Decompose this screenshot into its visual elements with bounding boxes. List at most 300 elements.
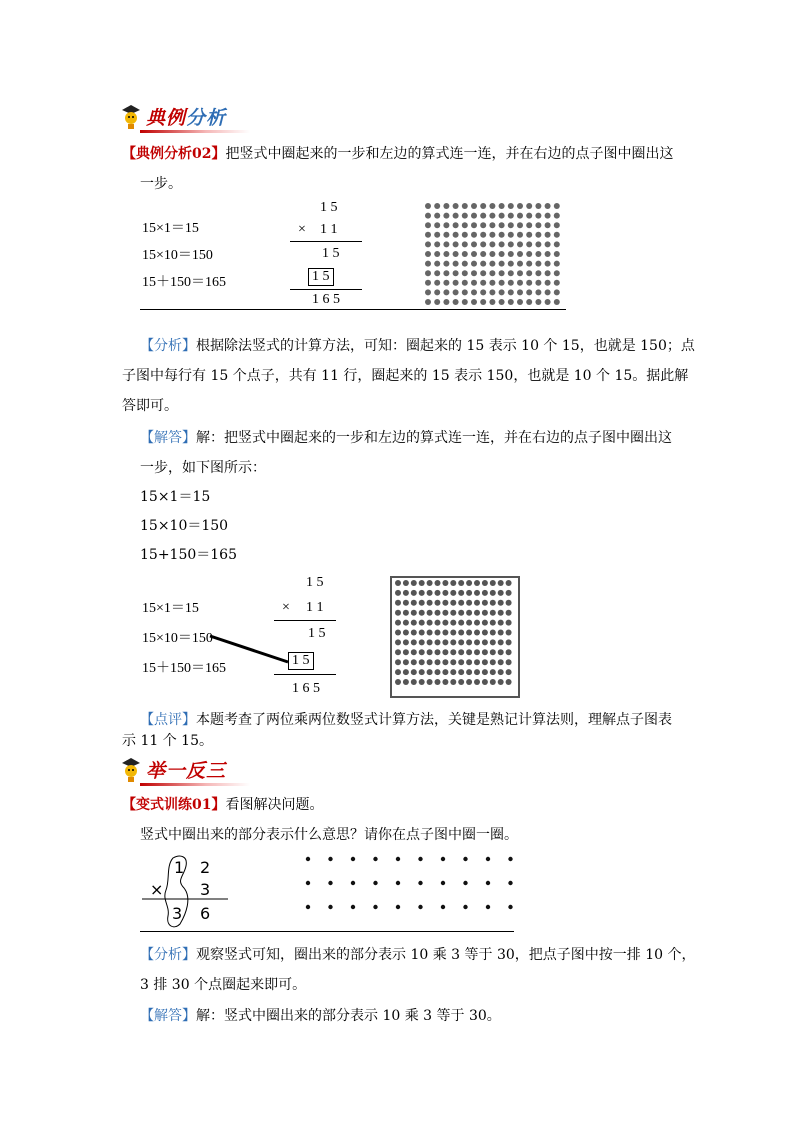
dot xyxy=(506,630,512,636)
times-sign: × xyxy=(298,222,306,237)
dot xyxy=(395,610,401,616)
dot xyxy=(506,659,512,665)
fig2-equation-2: 15×10＝150 xyxy=(142,631,213,646)
dot xyxy=(526,222,532,228)
dot xyxy=(434,280,440,286)
dot xyxy=(490,580,496,586)
dot xyxy=(411,580,417,586)
dot xyxy=(425,270,431,276)
dot xyxy=(508,222,514,228)
dot xyxy=(490,590,496,596)
dot xyxy=(419,679,425,685)
dot xyxy=(471,289,477,295)
dot xyxy=(411,679,417,685)
analysis-line2: 子图中每行有 15 个点子，共有 11 行，圈起来的 15 表示 150，也就是 10 个 15。据此解 xyxy=(122,368,689,384)
dot xyxy=(466,600,472,606)
section-underline-practice xyxy=(140,783,250,786)
comment-line1: 【点评】本题考查了两位乘两位数竖式计算方法，关键是熟记计算法则，理解点子图表 xyxy=(140,712,672,728)
dot xyxy=(517,299,523,305)
dot xyxy=(474,600,480,606)
dot xyxy=(427,600,433,606)
dot xyxy=(441,857,445,861)
answer-eq-1: 15×1＝15 xyxy=(140,489,211,505)
dot xyxy=(506,620,512,626)
dot xyxy=(499,203,505,209)
practice-answer-line1: 【解答】解：竖式中圈出来的部分表示 10 乘 3 等于 30。 xyxy=(140,1008,501,1024)
dot xyxy=(411,620,417,626)
dot xyxy=(490,620,496,626)
dot xyxy=(498,610,504,616)
dot xyxy=(482,659,488,665)
dot xyxy=(545,270,551,276)
dot xyxy=(554,232,560,238)
dot xyxy=(517,280,523,286)
dot xyxy=(395,600,401,606)
dot xyxy=(526,232,532,238)
dot xyxy=(506,600,512,606)
dot xyxy=(458,649,464,655)
dot xyxy=(482,580,488,586)
dot xyxy=(442,610,448,616)
dot xyxy=(427,610,433,616)
fig2-vertical-sum: 1 6 5 xyxy=(292,681,320,696)
dot xyxy=(427,590,433,596)
dot xyxy=(427,679,433,685)
dot xyxy=(480,222,486,228)
dot xyxy=(434,270,440,276)
dot xyxy=(458,630,464,636)
dot xyxy=(450,580,456,586)
dot xyxy=(517,232,523,238)
dot xyxy=(411,669,417,675)
dot xyxy=(466,649,472,655)
dot xyxy=(489,261,495,267)
fig2-partial-1: 1 5 xyxy=(308,626,326,641)
dot xyxy=(517,289,523,295)
dot xyxy=(458,600,464,606)
dot xyxy=(450,649,456,655)
dot xyxy=(411,659,417,665)
dot xyxy=(482,649,488,655)
equation-3: 15＋150＝165 xyxy=(142,275,226,290)
dot xyxy=(462,299,468,305)
teacher-mascot-icon xyxy=(120,757,142,783)
dot xyxy=(306,905,310,909)
dot xyxy=(466,620,472,626)
dot xyxy=(425,213,431,219)
dot xyxy=(443,241,449,247)
vertical-multiplier: 1 1 xyxy=(320,222,338,237)
section-title-practice: 举一反三 xyxy=(146,760,227,782)
dot xyxy=(489,299,495,305)
dot xyxy=(443,261,449,267)
dot xyxy=(435,649,441,655)
dot xyxy=(554,299,560,305)
dot xyxy=(499,213,505,219)
fig2-times-sign: × xyxy=(282,600,290,615)
dot xyxy=(458,580,464,586)
dot xyxy=(419,610,425,616)
dot xyxy=(395,580,401,586)
dot xyxy=(434,261,440,267)
dot xyxy=(508,251,514,257)
dot xyxy=(403,590,409,596)
dot xyxy=(462,213,468,219)
dot xyxy=(458,590,464,596)
dot xyxy=(373,857,377,861)
dot xyxy=(453,280,459,286)
dot xyxy=(434,251,440,257)
dot xyxy=(442,580,448,586)
dot xyxy=(443,270,449,276)
dot xyxy=(425,241,431,247)
dot xyxy=(442,590,448,596)
dot xyxy=(373,905,377,909)
dot xyxy=(466,659,472,665)
dot xyxy=(453,222,459,228)
dot xyxy=(403,630,409,636)
dot xyxy=(463,881,467,885)
practice-question: 【变式训练01】看图解决问题。 xyxy=(122,797,324,813)
dot xyxy=(443,213,449,219)
dot xyxy=(463,857,467,861)
dot xyxy=(498,639,504,645)
comment-line2: 示 11 个 15。 xyxy=(122,733,213,749)
dot xyxy=(482,669,488,675)
dot xyxy=(462,241,468,247)
dot xyxy=(506,669,512,675)
dot xyxy=(458,610,464,616)
section-title: 典例分析 xyxy=(146,107,227,129)
dot xyxy=(328,857,332,861)
dot xyxy=(442,630,448,636)
dot xyxy=(482,600,488,606)
dot xyxy=(453,261,459,267)
dot xyxy=(427,580,433,586)
dot xyxy=(508,905,512,909)
dot xyxy=(396,905,400,909)
dot xyxy=(425,222,431,228)
dot xyxy=(427,620,433,626)
dot xyxy=(489,222,495,228)
dot xyxy=(443,289,449,295)
example-question-line1: 【典例分析02】把竖式中圈起来的一步和左边的算式连一连，并在右边的点子图中圈出这 xyxy=(122,146,674,162)
dot xyxy=(554,222,560,228)
dot xyxy=(395,639,401,645)
dot xyxy=(508,203,514,209)
dot xyxy=(526,213,532,219)
dot xyxy=(471,222,477,228)
dot xyxy=(443,280,449,286)
dot xyxy=(499,289,505,295)
dot xyxy=(480,232,486,238)
dot xyxy=(498,649,504,655)
dot xyxy=(480,241,486,247)
dot xyxy=(442,669,448,675)
dot xyxy=(526,251,532,257)
dot xyxy=(506,679,512,685)
dot xyxy=(450,669,456,675)
dot xyxy=(351,881,355,885)
dot xyxy=(498,620,504,626)
vertical-top: 1 5 xyxy=(320,200,338,215)
dot xyxy=(328,905,332,909)
dot xyxy=(419,649,425,655)
dot xyxy=(545,261,551,267)
dot xyxy=(517,251,523,257)
dot xyxy=(545,251,551,257)
dot xyxy=(419,659,425,665)
dot xyxy=(425,289,431,295)
dot xyxy=(489,232,495,238)
dot xyxy=(351,857,355,861)
dot xyxy=(490,679,496,685)
dot xyxy=(506,590,512,596)
calc-r1-1: 1 xyxy=(174,858,185,877)
dot xyxy=(466,580,472,586)
dot xyxy=(466,590,472,596)
dot xyxy=(474,639,480,645)
dot xyxy=(498,659,504,665)
dot xyxy=(403,610,409,616)
dot xyxy=(443,232,449,238)
dot xyxy=(466,639,472,645)
dot xyxy=(471,251,477,257)
dot xyxy=(554,270,560,276)
dot xyxy=(411,600,417,606)
dot xyxy=(489,270,495,276)
equation-2: 15×10＝150 xyxy=(142,248,213,263)
dot xyxy=(517,203,523,209)
dot xyxy=(425,232,431,238)
dot xyxy=(425,261,431,267)
dot xyxy=(434,299,440,305)
dot xyxy=(499,270,505,276)
dot xyxy=(442,649,448,655)
dot xyxy=(443,251,449,257)
dot xyxy=(471,241,477,247)
dot xyxy=(328,881,332,885)
dot xyxy=(489,241,495,247)
analysis-line3: 答即可。 xyxy=(122,398,178,414)
dot xyxy=(508,299,514,305)
dot xyxy=(411,649,417,655)
section-underline xyxy=(140,130,250,133)
dot xyxy=(499,299,505,305)
dot xyxy=(545,289,551,295)
dot xyxy=(458,639,464,645)
dot xyxy=(474,649,480,655)
dot xyxy=(554,289,560,295)
dot xyxy=(545,213,551,219)
dot xyxy=(486,881,490,885)
dot xyxy=(419,590,425,596)
dot xyxy=(442,600,448,606)
dot xyxy=(396,857,400,861)
dot xyxy=(499,261,505,267)
dot xyxy=(474,620,480,626)
dot xyxy=(489,213,495,219)
dot xyxy=(458,679,464,685)
dot xyxy=(462,270,468,276)
dot xyxy=(498,590,504,596)
practice-sub-question: 竖式中圈出来的部分表示什么意思？请你在点子图中圈一圈。 xyxy=(140,827,518,843)
dot xyxy=(373,881,377,885)
dot xyxy=(474,590,480,596)
dot xyxy=(498,600,504,606)
dot xyxy=(435,590,441,596)
dot xyxy=(411,590,417,596)
dot xyxy=(450,630,456,636)
dot xyxy=(526,289,532,295)
dot xyxy=(508,261,514,267)
dot xyxy=(526,270,532,276)
dot xyxy=(435,580,441,586)
answer-line1: 【解答】解：把竖式中圈起来的一步和左边的算式连一连，并在右边的点子图中圈出这 xyxy=(140,430,672,446)
dot xyxy=(453,289,459,295)
dot xyxy=(508,213,514,219)
dot xyxy=(403,639,409,645)
dot xyxy=(395,659,401,665)
dot xyxy=(535,289,541,295)
calc-r2: 3 xyxy=(200,880,211,899)
dot xyxy=(471,280,477,286)
dot xyxy=(450,659,456,665)
dot xyxy=(403,600,409,606)
dot xyxy=(526,261,532,267)
dot xyxy=(418,857,422,861)
dot xyxy=(517,241,523,247)
dot xyxy=(453,213,459,219)
dot xyxy=(490,600,496,606)
dot xyxy=(396,881,400,885)
dot xyxy=(506,639,512,645)
teacher-mascot-icon xyxy=(120,104,142,130)
answer-line2: 一步，如下图所示： xyxy=(140,460,266,476)
dot xyxy=(480,289,486,295)
dot-grid-2-frame xyxy=(390,576,520,698)
dot xyxy=(498,669,504,675)
dot xyxy=(435,679,441,685)
dot xyxy=(427,630,433,636)
dot-grid-1 xyxy=(422,200,568,310)
dot xyxy=(435,669,441,675)
dot xyxy=(462,261,468,267)
dot xyxy=(395,590,401,596)
dot xyxy=(427,659,433,665)
dot xyxy=(435,600,441,606)
equation-1: 15×1＝15 xyxy=(142,221,199,236)
dot xyxy=(490,630,496,636)
dot xyxy=(508,289,514,295)
dot xyxy=(506,610,512,616)
dot xyxy=(462,251,468,257)
dot xyxy=(466,610,472,616)
dot xyxy=(517,222,523,228)
dot xyxy=(462,232,468,238)
dot xyxy=(450,610,456,616)
dot xyxy=(434,232,440,238)
dot xyxy=(434,203,440,209)
dot xyxy=(411,610,417,616)
dot xyxy=(489,251,495,257)
dot xyxy=(441,881,445,885)
dot xyxy=(450,620,456,626)
dot xyxy=(442,620,448,626)
dot xyxy=(443,203,449,209)
example-question-line2: 一步。 xyxy=(140,176,182,192)
dot xyxy=(395,630,401,636)
fig2-vertical-top: 1 5 xyxy=(306,575,324,590)
dot xyxy=(486,857,490,861)
dot xyxy=(418,905,422,909)
dot xyxy=(474,659,480,665)
dot xyxy=(419,600,425,606)
dot xyxy=(480,203,486,209)
dot xyxy=(545,241,551,247)
dot xyxy=(395,669,401,675)
dot xyxy=(499,232,505,238)
dot xyxy=(453,299,459,305)
dot xyxy=(474,630,480,636)
dot xyxy=(526,280,532,286)
dot xyxy=(458,669,464,675)
dot xyxy=(418,881,422,885)
dot xyxy=(434,241,440,247)
dot xyxy=(427,649,433,655)
dot xyxy=(435,620,441,626)
dot xyxy=(554,251,560,257)
dot xyxy=(482,679,488,685)
dot xyxy=(443,299,449,305)
dot xyxy=(453,270,459,276)
dot xyxy=(434,213,440,219)
dot xyxy=(480,280,486,286)
dot xyxy=(474,679,480,685)
dot xyxy=(403,669,409,675)
dot xyxy=(535,299,541,305)
dot xyxy=(427,669,433,675)
dot xyxy=(471,232,477,238)
dot xyxy=(442,679,448,685)
vertical-sum: 1 6 5 xyxy=(312,292,340,307)
dot xyxy=(471,203,477,209)
dot xyxy=(419,639,425,645)
dot xyxy=(535,203,541,209)
dot xyxy=(458,620,464,626)
dot xyxy=(351,905,355,909)
dot xyxy=(306,881,310,885)
dot xyxy=(435,639,441,645)
dot xyxy=(425,299,431,305)
section-header-practice xyxy=(120,756,226,783)
dot xyxy=(471,261,477,267)
dot xyxy=(517,270,523,276)
dot xyxy=(498,580,504,586)
practice-analysis-line1: 【分析】观察竖式可知，圈出来的部分表示 10 乘 3 等于 30，把点子图中按一排 10 个， xyxy=(140,947,696,963)
dot xyxy=(425,203,431,209)
dot xyxy=(427,639,433,645)
dot xyxy=(499,222,505,228)
dot xyxy=(403,580,409,586)
dot xyxy=(395,649,401,655)
dot xyxy=(453,232,459,238)
dot xyxy=(499,280,505,286)
dot xyxy=(508,232,514,238)
dot xyxy=(462,280,468,286)
dot xyxy=(535,261,541,267)
partial-product-1: 1 5 xyxy=(322,246,340,261)
